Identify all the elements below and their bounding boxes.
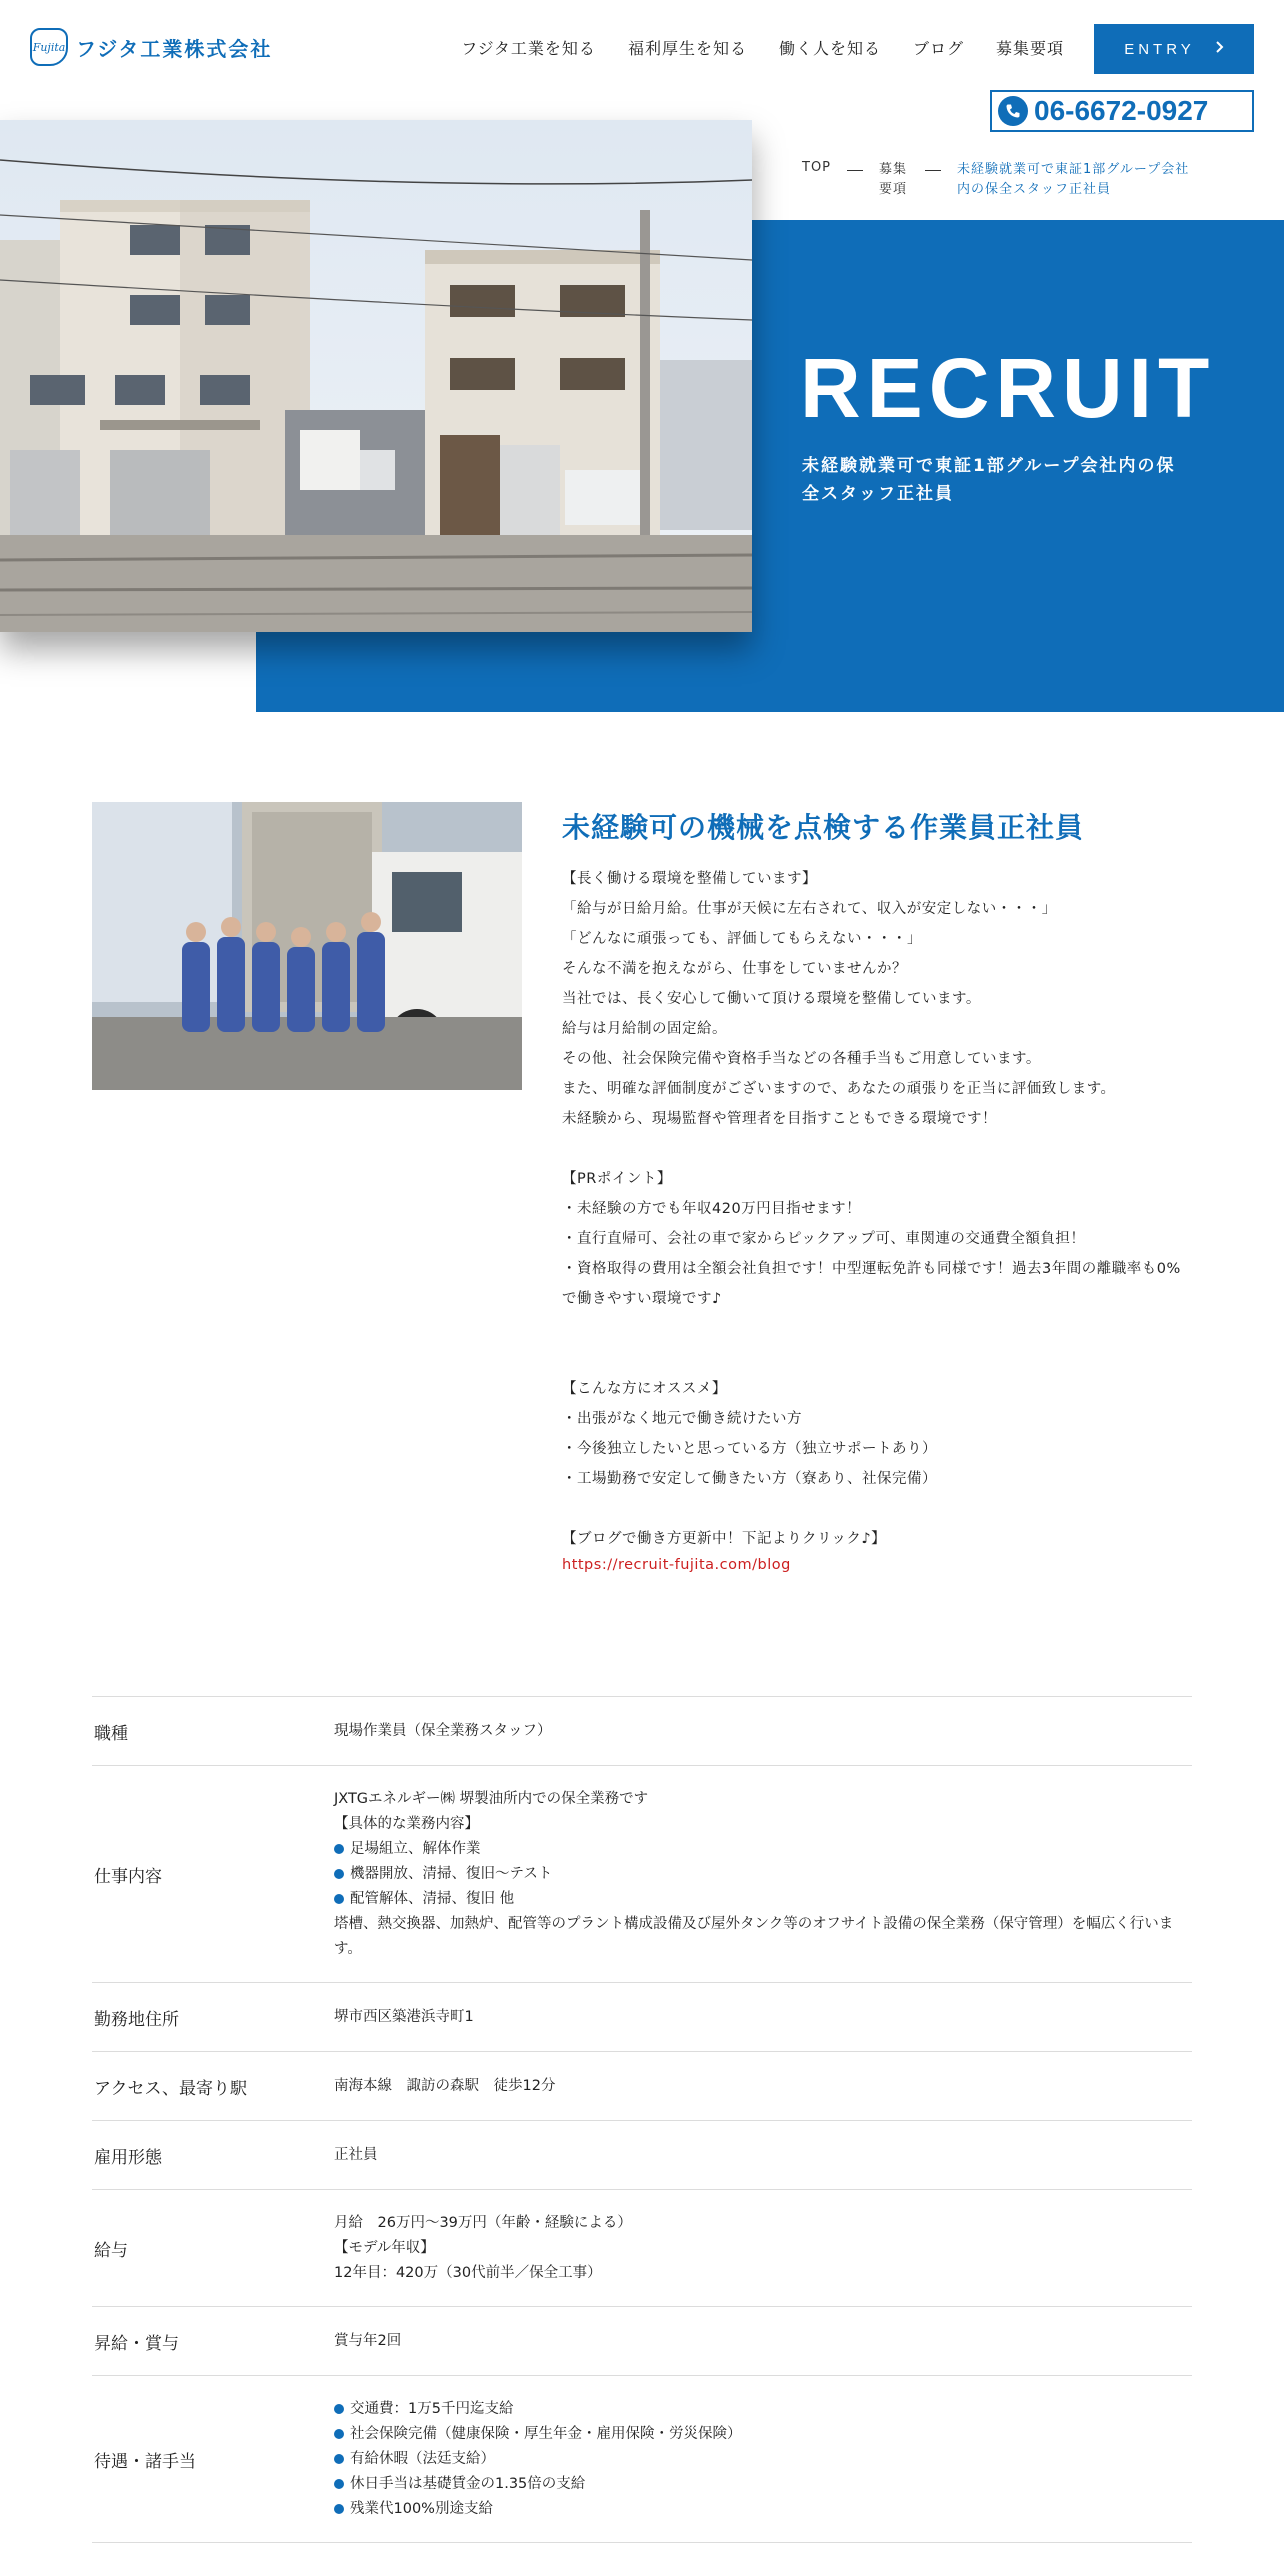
- breadcrumb-current: 未経験就業可で東証1部グループ会社内の保全スタッフ正社員: [957, 162, 1190, 197]
- spec-row-salary: [92, 2190, 1192, 2307]
- bullet-dot-icon: [334, 2504, 344, 2514]
- bullet-item: 有給休暇（法廷支給）: [334, 2447, 1192, 2472]
- global-nav: [461, 36, 1064, 59]
- intro-line: [562, 1314, 1202, 1344]
- spec-label: 待遇・諸手当: [94, 2451, 196, 2472]
- breadcrumb-separator: [847, 170, 863, 171]
- intro-line: ・工場勤務で安定して働きたい方（寮あり、社保完備）: [562, 1471, 937, 1487]
- spec-label: 給与: [94, 2240, 128, 2261]
- spec-value: 現場作業員（保全業務スタッフ）: [334, 1722, 552, 1739]
- intro-line: 【ブログで働き方更新中！下記よりクリック♪】: [562, 1531, 887, 1547]
- intro-line: 【長く働ける環境を整備しています】: [562, 871, 817, 887]
- spec-value: 月給 26万円～39万円（年齢・経験による） 【モデル年収】 12年目：420万（30代前半／保全工事）: [334, 2214, 632, 2281]
- nav-people[interactable]: 働く人を知る: [778, 39, 881, 58]
- bullet-item: 休日手当は基礎賃金の1.35倍の支給: [334, 2472, 1192, 2497]
- intro-line: [562, 1134, 1202, 1164]
- spec-value: 堺市西区築港浜寺町1: [334, 2008, 474, 2025]
- hero-building-photo: [0, 120, 752, 632]
- logo-mark: Fujita: [30, 28, 68, 66]
- bullet-dot-icon: [334, 1894, 344, 1904]
- intro-body: [562, 864, 1202, 1576]
- hero-title: RECRUIT: [800, 341, 1216, 435]
- intro-line: ・資格取得の費用は全額会社負担です！中型運転免許も同様です！過去3年間の離職率も0%: [562, 1261, 1181, 1277]
- nav-about[interactable]: フジタ工業を知る: [461, 39, 596, 58]
- intro-line: ・今後独立したいと思っている方（独立サポートあり）: [562, 1441, 937, 1457]
- intro-line: 給与は月給制の固定給。: [562, 1021, 727, 1037]
- spec-label: 職種: [94, 1723, 128, 1744]
- intro-line: 「どんなに頑張っても、評価してもらえない・・・」: [562, 931, 922, 947]
- spec-value: 賞与年2回: [334, 2332, 402, 2349]
- spec-value: 南海本線 諏訪の森駅 徒歩12分: [334, 2077, 556, 2094]
- company-name: フジタ工業株式会社: [76, 36, 273, 61]
- breadcrumb-top[interactable]: TOP: [802, 160, 832, 175]
- nav-benefits[interactable]: 福利厚生を知る: [627, 39, 747, 58]
- bullet-item: 機器開放、清掃、復旧～テスト: [334, 1862, 1192, 1887]
- intro-title: 未経験可の機械を点検する作業員正社員: [562, 811, 1085, 844]
- bullet-dot-icon: [334, 1844, 344, 1854]
- spec-row-raise: [92, 2307, 1192, 2376]
- intro-line: 「給与が日給月給。仕事が天候に左右されて、収入が安定しない・・・」: [562, 901, 1057, 917]
- phone-icon: [998, 96, 1028, 126]
- spec-label: 勤務地住所: [94, 2009, 179, 2030]
- bullet-dot-icon: [334, 1869, 344, 1879]
- spec-label: 仕事内容: [94, 1866, 162, 1887]
- spec-row-job-type: [92, 1697, 1192, 1766]
- intro-line: そんな不満を抱えながら、仕事をしていませんか？: [562, 961, 907, 977]
- chevron-right-icon: [1215, 40, 1224, 58]
- site-logo[interactable]: [30, 28, 272, 66]
- intro-line: ・出張がなく地元で働き続けたい方: [562, 1411, 802, 1427]
- work-note: 塔槽、熱交換器、加熱炉、配管等のプラント構成設備及び屋外タンク等のオフサイト設備の保全業務（保守管理）を幅広く行います。: [334, 1915, 1174, 1957]
- bullet-item: 残業代100%別途支給: [334, 2497, 1192, 2522]
- spec-value: [334, 2397, 1192, 2522]
- spec-row-work: [92, 1766, 1192, 1983]
- intro-line: ・直行直帰可、会社の車で家からピックアップ可、車関連の交通費全額負担！: [562, 1231, 1086, 1247]
- phone-link[interactable]: [990, 90, 1254, 132]
- intro-line: 未経験から、現場監督や管理者を目指すこともできる環境です！: [562, 1111, 997, 1127]
- intro-line: 当社では、長く安心して働いて頂ける環境を整備しています。: [562, 991, 981, 1007]
- bullet-dot-icon: [334, 2454, 344, 2464]
- bullet-item: 交通費：1万5千円迄支給: [334, 2397, 1192, 2422]
- staff-group-photo: [92, 802, 522, 1090]
- phone-number: 06-6672-0927: [1034, 95, 1209, 126]
- spec-row-access: [92, 2052, 1192, 2121]
- bullet-dot-icon: [334, 2404, 344, 2414]
- job-spec-table: [92, 1696, 1192, 2543]
- blog-link[interactable]: https://recruit-fujita.com/blog: [562, 1557, 791, 1573]
- spec-label: 昇給・賞与: [94, 2333, 179, 2354]
- breadcrumb-parent[interactable]: 募集要項: [879, 162, 908, 197]
- intro-line: [562, 1344, 1202, 1374]
- work-sub: 【具体的な業務内容】: [334, 1815, 479, 1832]
- breadcrumb: [802, 160, 1197, 200]
- bullet-item: 足場組立、解体作業: [334, 1837, 1192, 1862]
- intro-line: また、明確な評価制度がございますので、あなたの頑張りを正当に評価致します。: [562, 1081, 1116, 1097]
- spec-value: 正社員: [334, 2146, 378, 2163]
- nav-blog[interactable]: ブログ: [912, 39, 964, 58]
- intro-line: ・未経験の方でも年収420万円目指せます！: [562, 1201, 862, 1217]
- intro-line: 【PRポイント】: [562, 1171, 672, 1187]
- work-lead: JXTGエネルギー㈱ 堺製油所内での保全業務です: [334, 1790, 649, 1807]
- spec-label: アクセス、最寄り駅: [94, 2078, 247, 2099]
- intro-line: [562, 1494, 1202, 1524]
- spec-row-employment: [92, 2121, 1192, 2190]
- spec-value: [334, 1787, 1192, 1962]
- bullet-dot-icon: [334, 2429, 344, 2439]
- entry-label: ENTRY: [1124, 40, 1195, 58]
- intro-line: で働きやすい環境です♪: [562, 1291, 722, 1307]
- intro-line: 【こんな方にオススメ】: [562, 1381, 727, 1397]
- spec-row-location: [92, 1983, 1192, 2052]
- spec-row-benefits: [92, 2376, 1192, 2543]
- nav-recruit[interactable]: 募集要項: [995, 39, 1064, 58]
- spec-label: 雇用形態: [94, 2147, 162, 2168]
- breadcrumb-separator: [925, 170, 941, 171]
- entry-button[interactable]: [1094, 24, 1254, 74]
- intro-line: その他、社会保険完備や資格手当などの各種手当もご用意しています。: [562, 1051, 1041, 1067]
- bullet-item: 社会保険完備（健康保険・厚生年金・雇用保険・労災保険）: [334, 2422, 1192, 2447]
- hero-subtitle: 未経験就業可で東証1部グループ会社内の保全スタッフ正社員: [802, 456, 1176, 504]
- bullet-item: 配管解体、清掃、復旧 他: [334, 1887, 1192, 1912]
- bullet-dot-icon: [334, 2479, 344, 2489]
